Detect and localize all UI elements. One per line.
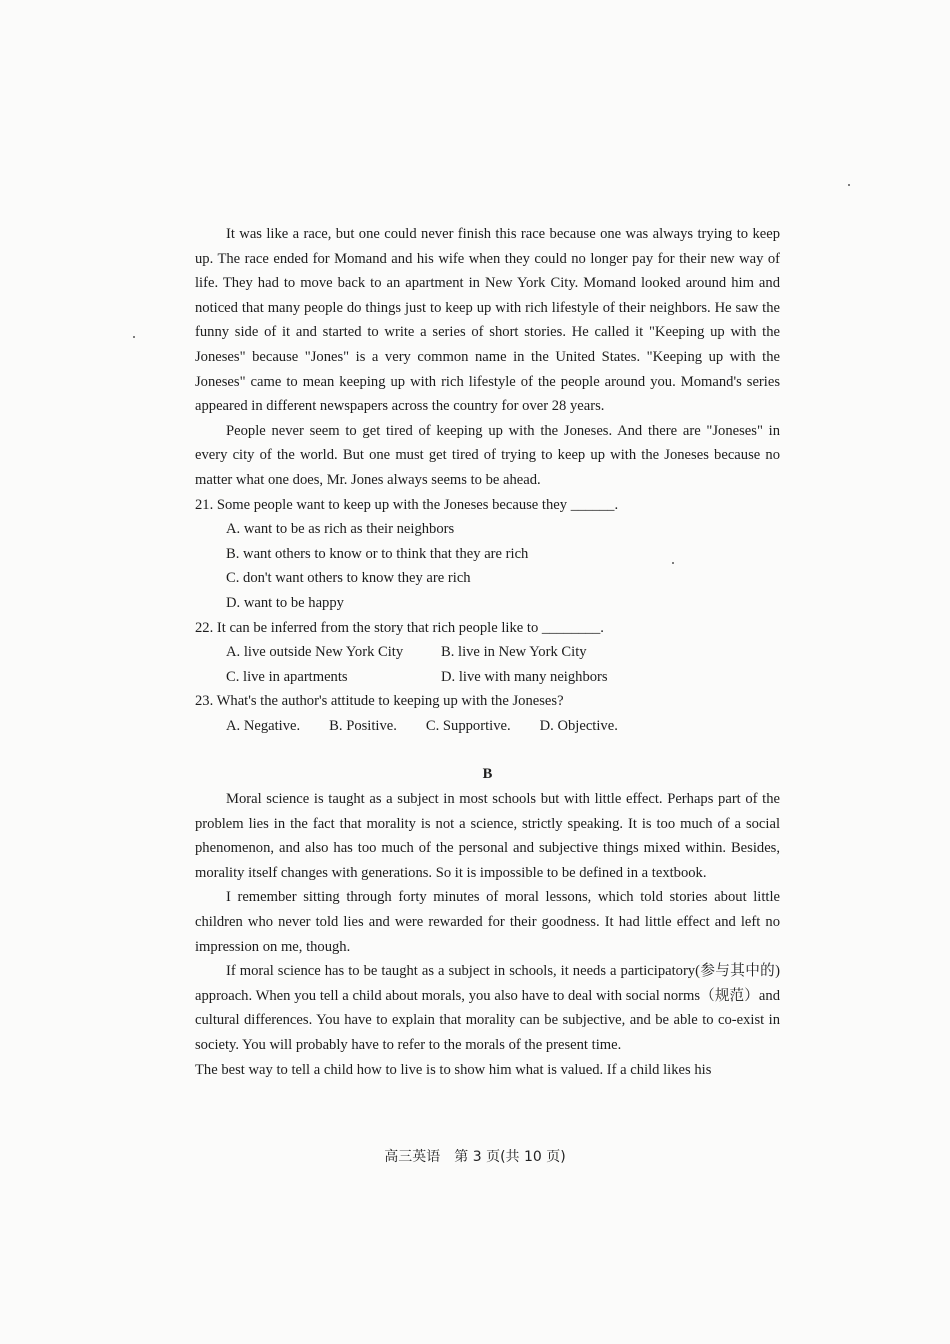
- question-22: [195, 616, 780, 690]
- options-row: [226, 714, 780, 739]
- passage-b-trailing-line: The best way to tell a child how to live is to show him what is valued. If a child likes his: [195, 1061, 712, 1078]
- scan-speck: [133, 336, 135, 338]
- option-d: D. live with many neighbors: [441, 668, 608, 685]
- question-21: [195, 493, 780, 616]
- scan-speck: [848, 184, 850, 186]
- option-a: A. want to be as rich as their neighbors: [226, 521, 455, 538]
- passage-b-paragraph-3: If moral science has to be taught as a subject in schools, it needs a participatory(参与其中的) approach. When you tell a child about morals, you also have to deal with social norms（规范）and cultural differences. You have to explain that morality can be subjective, and be able to co-exist in society. You will probably have to refer to the morals of the present time.: [195, 963, 780, 1053]
- page-footer: 高三英语 第 3 页(共 10 页): [384, 1149, 566, 1165]
- passage-b-paragraph-1: Moral science is taught as a subject in most schools but with little effect. Perhaps part of the problem lies in the fact that morality is not a science, strictly speaking. It is too much of a social phenomenon, and also has too much of the personal and subjective things mixed within. Besides, morality itself changes with generations. So it is impossible to be defined in a textbook.: [195, 791, 780, 881]
- section-heading: B: [482, 766, 493, 783]
- option-c: C. live in apartments: [226, 668, 348, 685]
- option-b: B. Positive.: [329, 717, 397, 734]
- passage-a: [195, 222, 780, 493]
- page-content: [195, 222, 780, 1082]
- options-row-2: [226, 665, 780, 690]
- option-d: D. want to be happy: [226, 594, 344, 611]
- options-row-1: [226, 640, 780, 665]
- passage-b-paragraph-2: I remember sitting through forty minutes of moral lessons, which told stories about little children who never told lies and were rewarded for their goodness. It had little effect and left no impression on me, though.: [195, 889, 780, 955]
- passage-b: [195, 762, 780, 1082]
- question-stem: 21. Some people want to keep up with the Joneses because they ______.: [195, 496, 619, 513]
- question-stem: 23. What's the author's attitude to keeping up with the Joneses?: [195, 693, 564, 710]
- passage-a-paragraph-2: People never seem to get tired of keeping up with the Joneses. And there are "Joneses" in every city of the world. But one must get tired of trying to keep up with the Joneses because no matter what one does, Mr. Jones always seems to be ahead.: [195, 422, 780, 488]
- option-a: A. Negative.: [226, 717, 301, 734]
- option-b: B. want others to know or to think that they are rich: [226, 545, 529, 562]
- passage-a-paragraph-1: It was like a race, but one could never finish this race because one was always trying to keep up. The race ended for Momand and his wife when they could no longer pay for their new way of life. They had to move back to an apartment in New York City. Momand looked around him and noticed that many people do things just to keep up with rich lifestyle of their neighbors. He saw the funny side of it and started to write a series of short stories. He called it "Keeping up with the Joneses" because "Jones" is a very common name in the United States. "Keeping up with the Joneses" came to mean keeping up with rich lifestyle of the people around you. Momand's series appeared in different newspapers across the country for over 28 years.: [195, 226, 780, 415]
- option-a: A. live outside New York City: [226, 644, 404, 661]
- option-b: B. live in New York City: [441, 644, 587, 661]
- option-d: D. Objective.: [539, 717, 618, 734]
- question-stem: 22. It can be inferred from the story that rich people like to ________.: [195, 619, 604, 636]
- option-c: C. Supportive.: [425, 717, 511, 734]
- question-23: [195, 689, 780, 738]
- option-c: C. don't want others to know they are rich: [226, 570, 471, 587]
